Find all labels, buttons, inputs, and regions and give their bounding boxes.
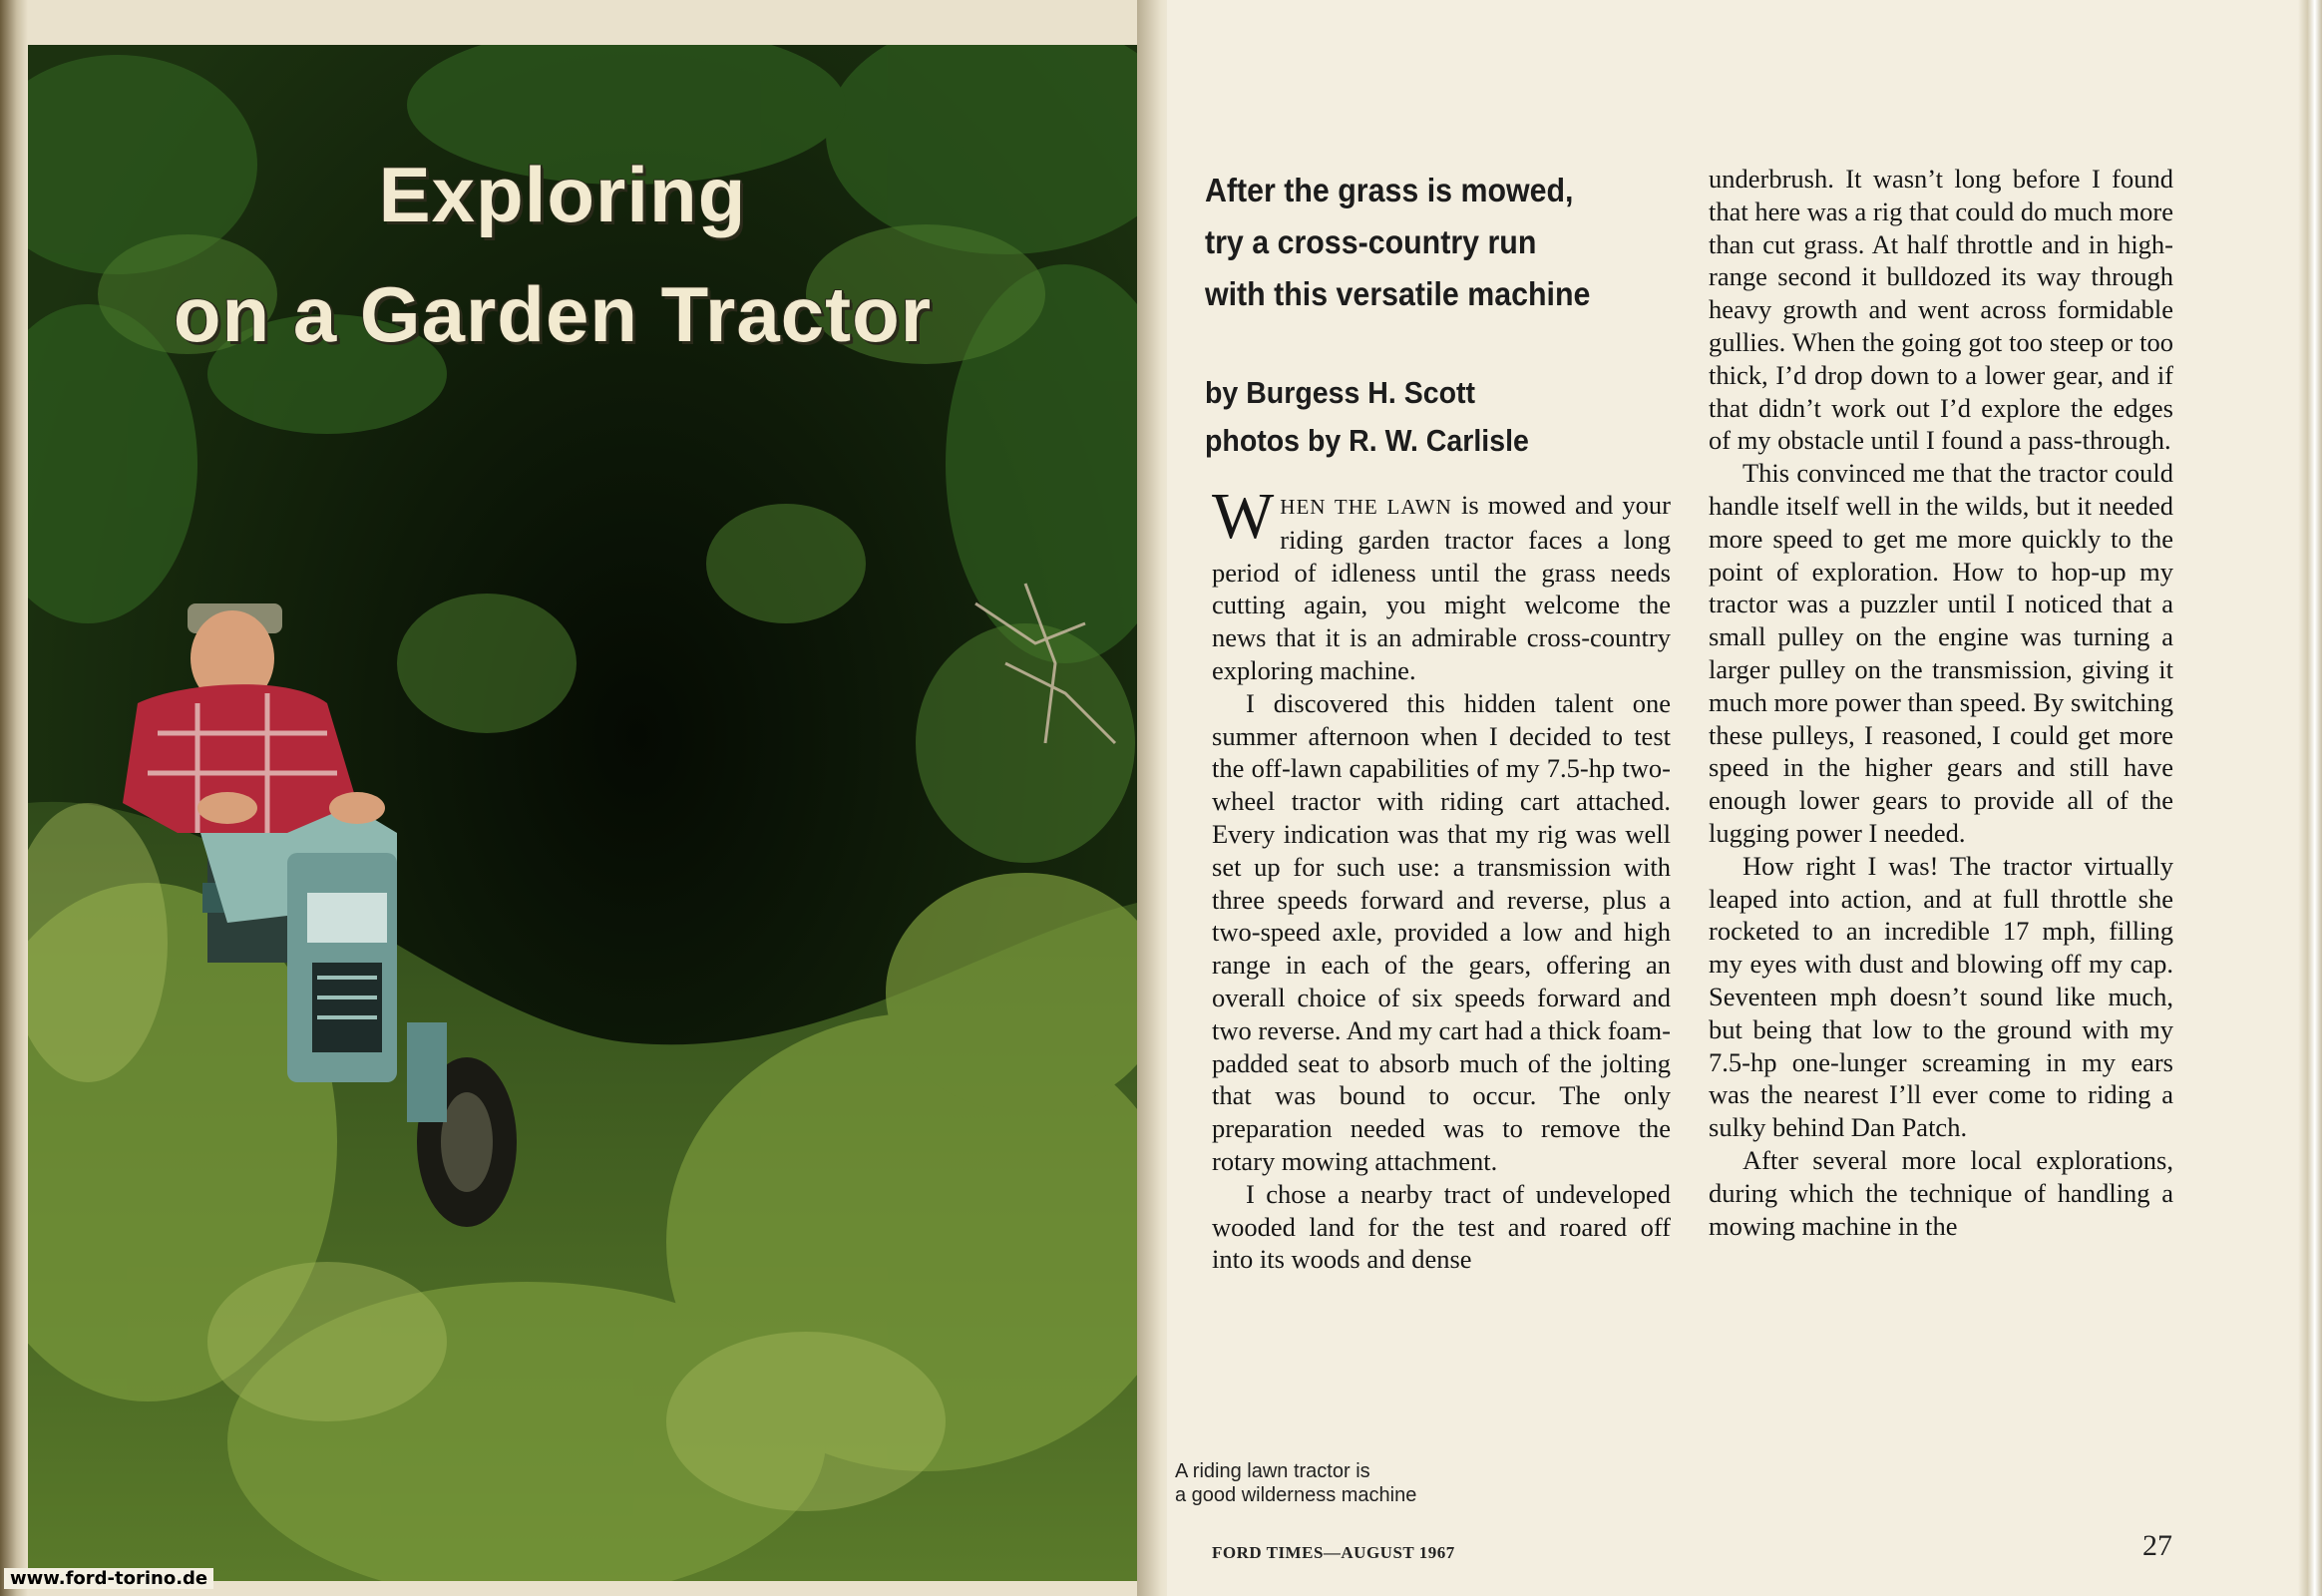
deck-line: with this versatile machine [1205, 275, 1591, 312]
text-column-2 [1709, 163, 2173, 1242]
byline [1205, 369, 1664, 465]
drop-cap: W [1212, 480, 1275, 553]
paragraph: underbrush. It wasn’t long before I found that here was a rig that could do much more than cut grass. At half throttle and in high-range second it bulldozed its way through heavy growth and went across formidable gullies. When the going got too steep or too thick, I’d drop down to a lower gear, and if that didn’t work out I’d explore the edges of my obstacle until I found a pass-through. [1709, 164, 2173, 456]
paragraph-text: is mowed and your riding garden tractor faces a long period of idleness until the grass needs cutting again, you might welcome the news that it is an admirable cross-country exploring machine. [1212, 490, 1671, 685]
author-credit: by Burgess H. Scott [1205, 375, 1475, 410]
article-deck [1205, 165, 1664, 320]
tractor-photo [28, 45, 1137, 1581]
photo-credit: photos by R. W. Carlisle [1205, 423, 1529, 458]
lead-in: HEN THE LAWN [1280, 495, 1452, 519]
page-number: 27 [2142, 1529, 2172, 1562]
deck-line: After the grass is mowed, [1205, 172, 1574, 208]
paragraph: I discovered this hidden talent one summer afternoon when I decided to test the off-lawn capabilities of my 7.5-hp two-wheel tractor with riding cart attached. Every indication was that my rig was well set up for such use: a transmission with three speeds forward and reverse, plus a two-speed axle, provided a low and high range in each of the gears, offering an overall choice of six speeds forward and two reverse. And my cart had a thick foam-padded seat to absorb much of the jolting that was bound to occur. The only preparation needed was to remove the rotary mowing attachment. [1212, 687, 1671, 1176]
paragraph: I chose a nearby tract of undeveloped wooded land for the test and roared off into its woods and dense [1212, 1178, 1671, 1275]
watermark: www.ford-torino.de [4, 1568, 213, 1589]
photo-caption [1175, 1459, 1474, 1507]
paragraph: After several more local explorations, during which the technique of handling a mowing machine in the [1709, 1144, 2173, 1241]
page-edge-right [2298, 0, 2322, 1596]
caption-line: a good wilderness machine [1175, 1484, 1417, 1506]
deck-line: try a cross-country run [1205, 223, 1537, 260]
caption-line: A riding lawn tractor is [1175, 1460, 1370, 1482]
article-title-line2: on a Garden Tractor [173, 270, 933, 358]
text-column-1 [1212, 480, 1671, 1276]
paragraph: How right I was! The tractor virtually leaped into action, and at full throttle she rocketed to an incredible 17 mph, filling my eyes with dust and blowing off my cap. Seventeen mph doesn’t sound like much, but being that low to the ground with my 7.5-hp one-lunger screaming in my ears was the nearest I’ll ever come to riding a sulky behind Dan Patch. [1709, 850, 2173, 1143]
paragraph: This convinced me that the tractor could handle itself well in the wilds, but it needed more speed to get me more quickly to the point of exploration. How to hop-up my tractor was a puzzler until I noticed that a small pulley on the engine was turning a larger pulley on the transmission, giving it much more power than speed. By switching these pulleys, I reasoned, I could get more speed in the higher gears and still have enough lower gears to provide all of the lugging power I needed. [1709, 458, 2173, 848]
paragraph [1212, 480, 1671, 687]
page-edge [0, 0, 28, 1596]
article-title-line1: Exploring [378, 151, 747, 238]
running-footer: FORD TIMES—AUGUST 1967 [1212, 1543, 1455, 1562]
